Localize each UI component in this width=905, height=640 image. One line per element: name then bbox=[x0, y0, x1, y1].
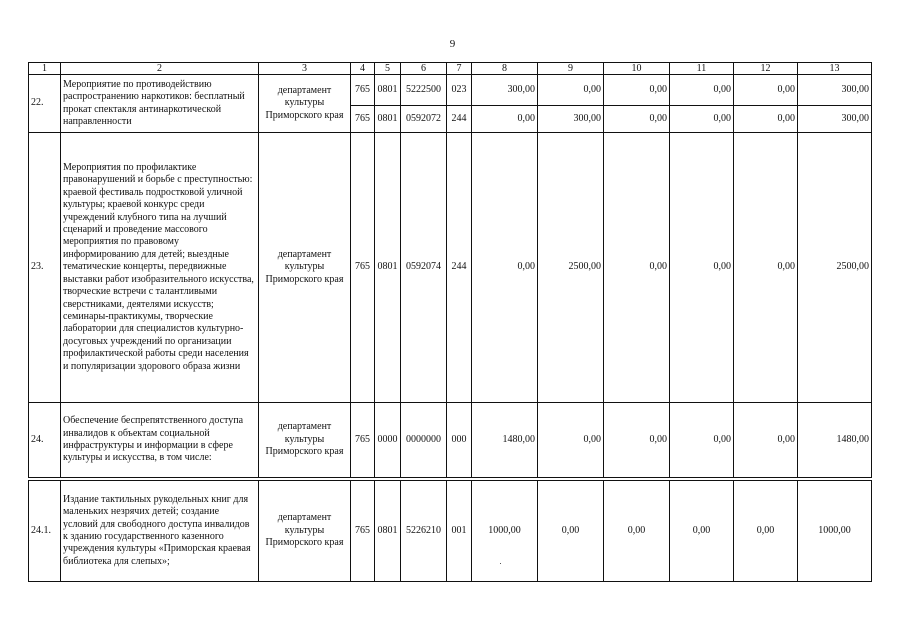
value-cell: 0,00 bbox=[604, 481, 670, 582]
value-cell: 0,00 bbox=[472, 106, 538, 133]
row-name: Мероприятие по противодействию распространению наркотиков: бесплатный прокат спектакля антинаркотической направленности bbox=[61, 75, 259, 133]
code-cell: 244 bbox=[447, 133, 472, 403]
value-cell: 0,00 bbox=[670, 481, 734, 582]
value-cell: 0,00 bbox=[734, 75, 798, 106]
value-cell: 300,00 bbox=[538, 106, 604, 133]
value-cell: 0,00 bbox=[538, 75, 604, 106]
header-cell: 7 bbox=[447, 63, 472, 75]
code-cell: 001 bbox=[447, 481, 472, 582]
value-cell: 0,00 bbox=[604, 106, 670, 133]
value-cell: 0,00 bbox=[604, 75, 670, 106]
value-cell: 0,00 bbox=[734, 133, 798, 403]
value-cell: 0,00 bbox=[734, 106, 798, 133]
value-cell: 300,00 bbox=[472, 75, 538, 106]
header-row bbox=[29, 63, 872, 75]
code-cell: 5226210 bbox=[401, 481, 447, 582]
budget-table bbox=[28, 62, 872, 582]
code-cell: 5222500 bbox=[401, 75, 447, 106]
code-cell: 765 bbox=[351, 75, 375, 106]
header-cell: 8 bbox=[472, 63, 538, 75]
code-cell: 0592072 bbox=[401, 106, 447, 133]
header-cell: 2 bbox=[61, 63, 259, 75]
table-row bbox=[29, 133, 872, 403]
value-cell: 2500,00 bbox=[538, 133, 604, 403]
value-cell: 0,00 bbox=[734, 481, 798, 582]
header-cell: 5 bbox=[375, 63, 401, 75]
value-cell: 1000,00 bbox=[472, 481, 538, 582]
table-row bbox=[29, 75, 872, 106]
header-cell: 1 bbox=[29, 63, 61, 75]
code-cell: 000 bbox=[447, 403, 472, 478]
value-cell: 300,00 bbox=[798, 106, 872, 133]
code-cell: 0801 bbox=[375, 75, 401, 106]
header-cell: 11 bbox=[670, 63, 734, 75]
value-cell: 0,00 bbox=[472, 133, 538, 403]
value-cell: 2500,00 bbox=[798, 133, 872, 403]
header-cell: 10 bbox=[604, 63, 670, 75]
code-cell: 0801 bbox=[375, 133, 401, 403]
value-cell: 0,00 bbox=[604, 403, 670, 478]
value-cell: 1480,00 bbox=[472, 403, 538, 478]
table-row bbox=[29, 481, 872, 582]
header-cell: 13 bbox=[798, 63, 872, 75]
code-cell: 244 bbox=[447, 106, 472, 133]
code-cell: 023 bbox=[447, 75, 472, 106]
code-cell: 0801 bbox=[375, 106, 401, 133]
header-cell: 6 bbox=[401, 63, 447, 75]
value-cell: 0,00 bbox=[670, 106, 734, 133]
header-cell: 4 bbox=[351, 63, 375, 75]
value-cell: 1480,00 bbox=[798, 403, 872, 478]
value-cell: 0,00 bbox=[670, 75, 734, 106]
code-cell: 765 bbox=[351, 481, 375, 582]
row-number: 24.1. bbox=[29, 481, 61, 582]
row-department: департамент культуры Приморского края bbox=[259, 75, 351, 133]
row-number: 23. bbox=[29, 133, 61, 403]
row-number: 22. bbox=[29, 75, 61, 133]
value-cell: 300,00 bbox=[798, 75, 872, 106]
code-cell: 765 bbox=[351, 106, 375, 133]
row-department: департамент культуры Приморского края bbox=[259, 133, 351, 403]
value-cell: 0,00 bbox=[538, 403, 604, 478]
row-name: Обеспечение беспрепятственного доступа инвалидов к объектам социальной инфраструктуры и информации в сфере культуры и искусства, в том числе: bbox=[61, 403, 259, 478]
code-cell: 0801 bbox=[375, 481, 401, 582]
value-cell: 0,00 bbox=[538, 481, 604, 582]
row-name: Мероприятия по профилактике правонарушений и борьбе с преступностью: краевой фестиваль подростковой уличной культуры; краевой конкурс среди учреждений клубного типа на лучший сценарий и проведение массового мероприятия по правовому информированию для детей; выездные тематические концерты, передвижные выставки работ изобразительного искусства, творческие встречи с талантливыми сверстниками, деятелями искусств; семинары-практикумы, творческие лаборатории для специалистов культурно-досуговых учреждений по организации профилактической работы среди населения и популяризации здорового образа жизни bbox=[61, 133, 259, 403]
value-cell: 1000,00 bbox=[798, 481, 872, 582]
code-cell: 0592074 bbox=[401, 133, 447, 403]
row-department: департамент культуры Приморского края bbox=[259, 481, 351, 582]
code-cell: 765 bbox=[351, 133, 375, 403]
header-cell: 9 bbox=[538, 63, 604, 75]
value-cell: 0,00 bbox=[670, 403, 734, 478]
row-number: 24. bbox=[29, 403, 61, 478]
row-department: департамент культуры Приморского края bbox=[259, 403, 351, 478]
value-cell: 0,00 bbox=[670, 133, 734, 403]
table-row bbox=[29, 403, 872, 478]
header-cell: 12 bbox=[734, 63, 798, 75]
header-cell: 3 bbox=[259, 63, 351, 75]
row-name: Издание тактильных рукодельных книг для маленьких незрячих детей; создание условий для свободного доступа инвалидов к зданию государственного казенного учреждения культуры «Приморская краевая библиотека для слепых»; bbox=[61, 481, 259, 582]
page-number: 9 bbox=[449, 38, 456, 50]
code-cell: 0000 bbox=[375, 403, 401, 478]
code-cell: 0000000 bbox=[401, 403, 447, 478]
value-cell: 0,00 bbox=[604, 133, 670, 403]
code-cell: 765 bbox=[351, 403, 375, 478]
scan-speck bbox=[500, 563, 501, 564]
value-cell: 0,00 bbox=[734, 403, 798, 478]
